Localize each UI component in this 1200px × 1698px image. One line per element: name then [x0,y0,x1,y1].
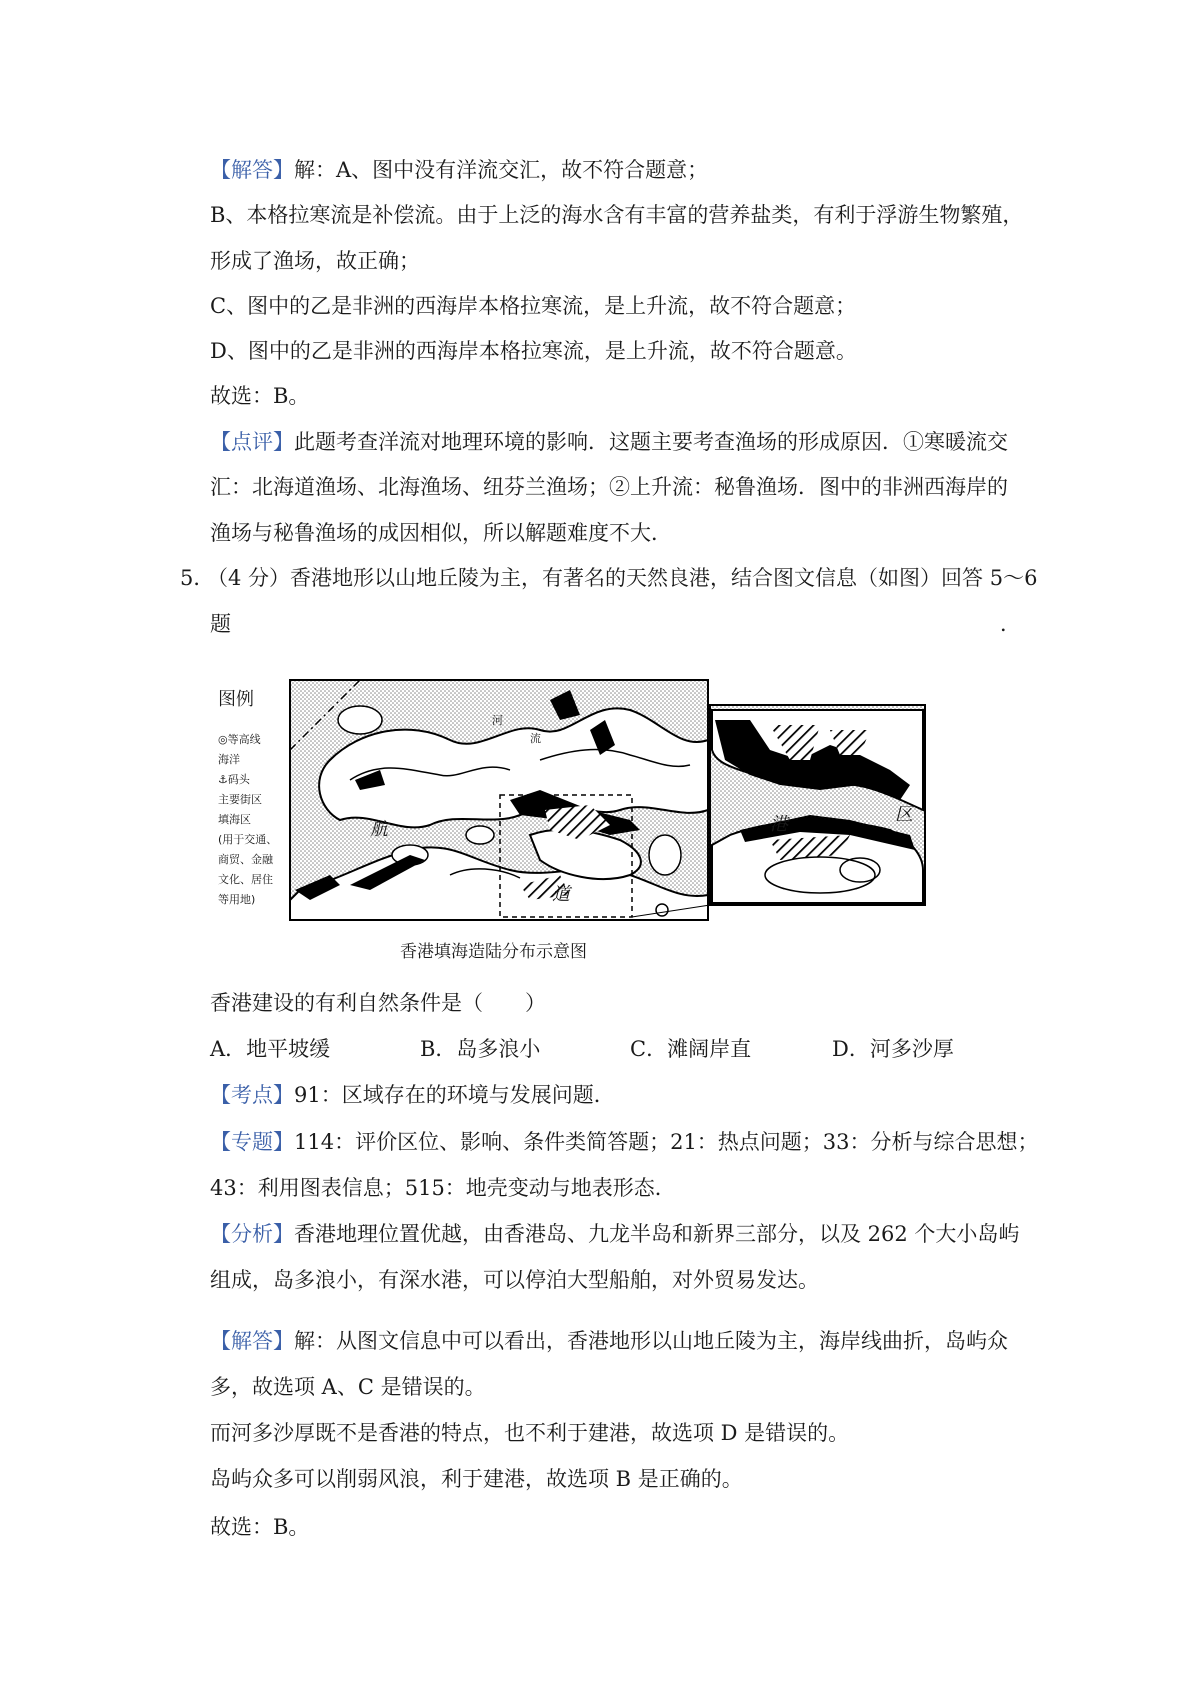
legend-item-reclamation: 填海区 [218,813,251,826]
kaodian-line [210,1080,615,1110]
answer-line: C、图中的乙是非洲的西海岸本格拉寒流，是上升流，故不符合题意； [210,294,857,318]
zhuanti-line: 43：利用图表信息；515：地壳变动与地表形态． [210,1176,676,1200]
answer-line: B、本格拉寒流是补偿流。由于上泛的海水含有丰富的营养盐类，有利于浮游生物繁殖， [210,203,1024,227]
question-text: 香港建设的有利自然条件是（ ） [210,991,546,1015]
jieda-choice: 故选：B。 [210,1515,310,1539]
jieda-line [210,1326,1008,1356]
map-label-dao: 道 [552,884,570,905]
review-line [210,427,1008,457]
question-stem: （4 分）香港地形以山地丘陵为主，有著名的天然良港，结合图文信息（如图）回答 5～6 [207,566,1038,590]
zhuanti-line [210,1127,1039,1157]
kaodian-text: 91：区域存在的环境与发展问题． [294,1083,615,1107]
map-legend [218,688,288,910]
legend-item-ocean: 海洋 [218,753,240,766]
question-number: 5． [180,566,215,590]
map-svg [210,660,1010,930]
figure-caption: 香港填海造陆分布示意图 [400,942,587,962]
legend-item-district: 主要街区 [218,793,262,806]
question-stem-dot: ． [1000,612,1021,636]
answer-choice: 故选：B。 [210,384,310,408]
map-label-gang: 港 [770,814,788,835]
option-b: B．岛多浪小 [420,1037,541,1061]
option-c: C．滩阔岸直 [630,1037,752,1061]
question-stem: 题 [210,612,231,636]
answer-line [210,155,708,185]
fenxi-text: 香港地理位置优越，由香港岛、九龙半岛和新界三部分，以及 262 个大小岛屿 [294,1222,1020,1246]
legend-note: 等用地) [218,893,256,906]
jieda-text: 解：从图文信息中可以看出，香港地形以山地丘陵为主，海岸线曲折，岛屿众 [294,1329,1008,1353]
hong-kong-reclamation-map [210,660,1010,980]
jieda-line: 岛屿众多可以削弱风浪，利于建港，故选项 B 是正确的。 [210,1467,743,1491]
legend-item-contour: ◎等高线 [218,733,261,746]
legend-note: 文化、居住 [218,873,273,886]
legend-note: 商贸、金融 [218,853,273,866]
legend-item-pier: ⚓码头 [218,773,250,786]
legend-title: 图例 [218,689,254,710]
option-a: A．地平坡缓 [210,1037,331,1061]
fenxi-line: 组成，岛多浪小，有深水港，可以停泊大型船舶，对外贸易发达。 [210,1268,819,1292]
map-label-hang: 航 [370,819,388,840]
map-label-qu: 区 [895,804,913,825]
kaodian-tag: 【考点】 [210,1083,294,1107]
fenxi-tag: 【分析】 [210,1222,294,1246]
map-label-liu: 流 [530,732,541,745]
map-label-he: 河 [492,714,503,727]
review-tag: 【点评】 [210,430,294,454]
review-text: 此题考查洋流对地理环境的影响．这题主要考查渔场的形成原因．①寒暖流交 [294,430,1008,454]
review-line: 渔场与秘鲁渔场的成因相似，所以解题难度不大． [210,521,672,545]
jieda-line: 多，故选项 A、C 是错误的。 [210,1375,486,1399]
review-line: 汇：北海道渔场、北海渔场、纽芬兰渔场；②上升流：秘鲁渔场．图中的非洲西海岸的 [210,475,1008,499]
answer-line: D、图中的乙是非洲的西海岸本格拉寒流，是上升流，故不符合题意。 [210,339,857,363]
zhuanti-text: 114：评价区位、影响、条件类简答题；21：热点问题；33：分析与综合思想； [294,1130,1039,1154]
fenxi-line [210,1219,1019,1249]
legend-note: (用于交通、 [218,833,278,846]
jieda-tag: 【解答】 [210,1329,294,1353]
jieda-line: 而河多沙厚既不是香港的特点，也不利于建港，故选项 D 是错误的。 [210,1421,850,1445]
answer-text: 解：A、图中没有洋流交汇，故不符合题意； [294,158,709,182]
zhuanti-tag: 【专题】 [210,1130,294,1154]
option-d: D．河多沙厚 [832,1037,954,1061]
answer-line: 形成了渔场，故正确； [210,249,420,273]
answer-tag: 【解答】 [210,158,294,182]
